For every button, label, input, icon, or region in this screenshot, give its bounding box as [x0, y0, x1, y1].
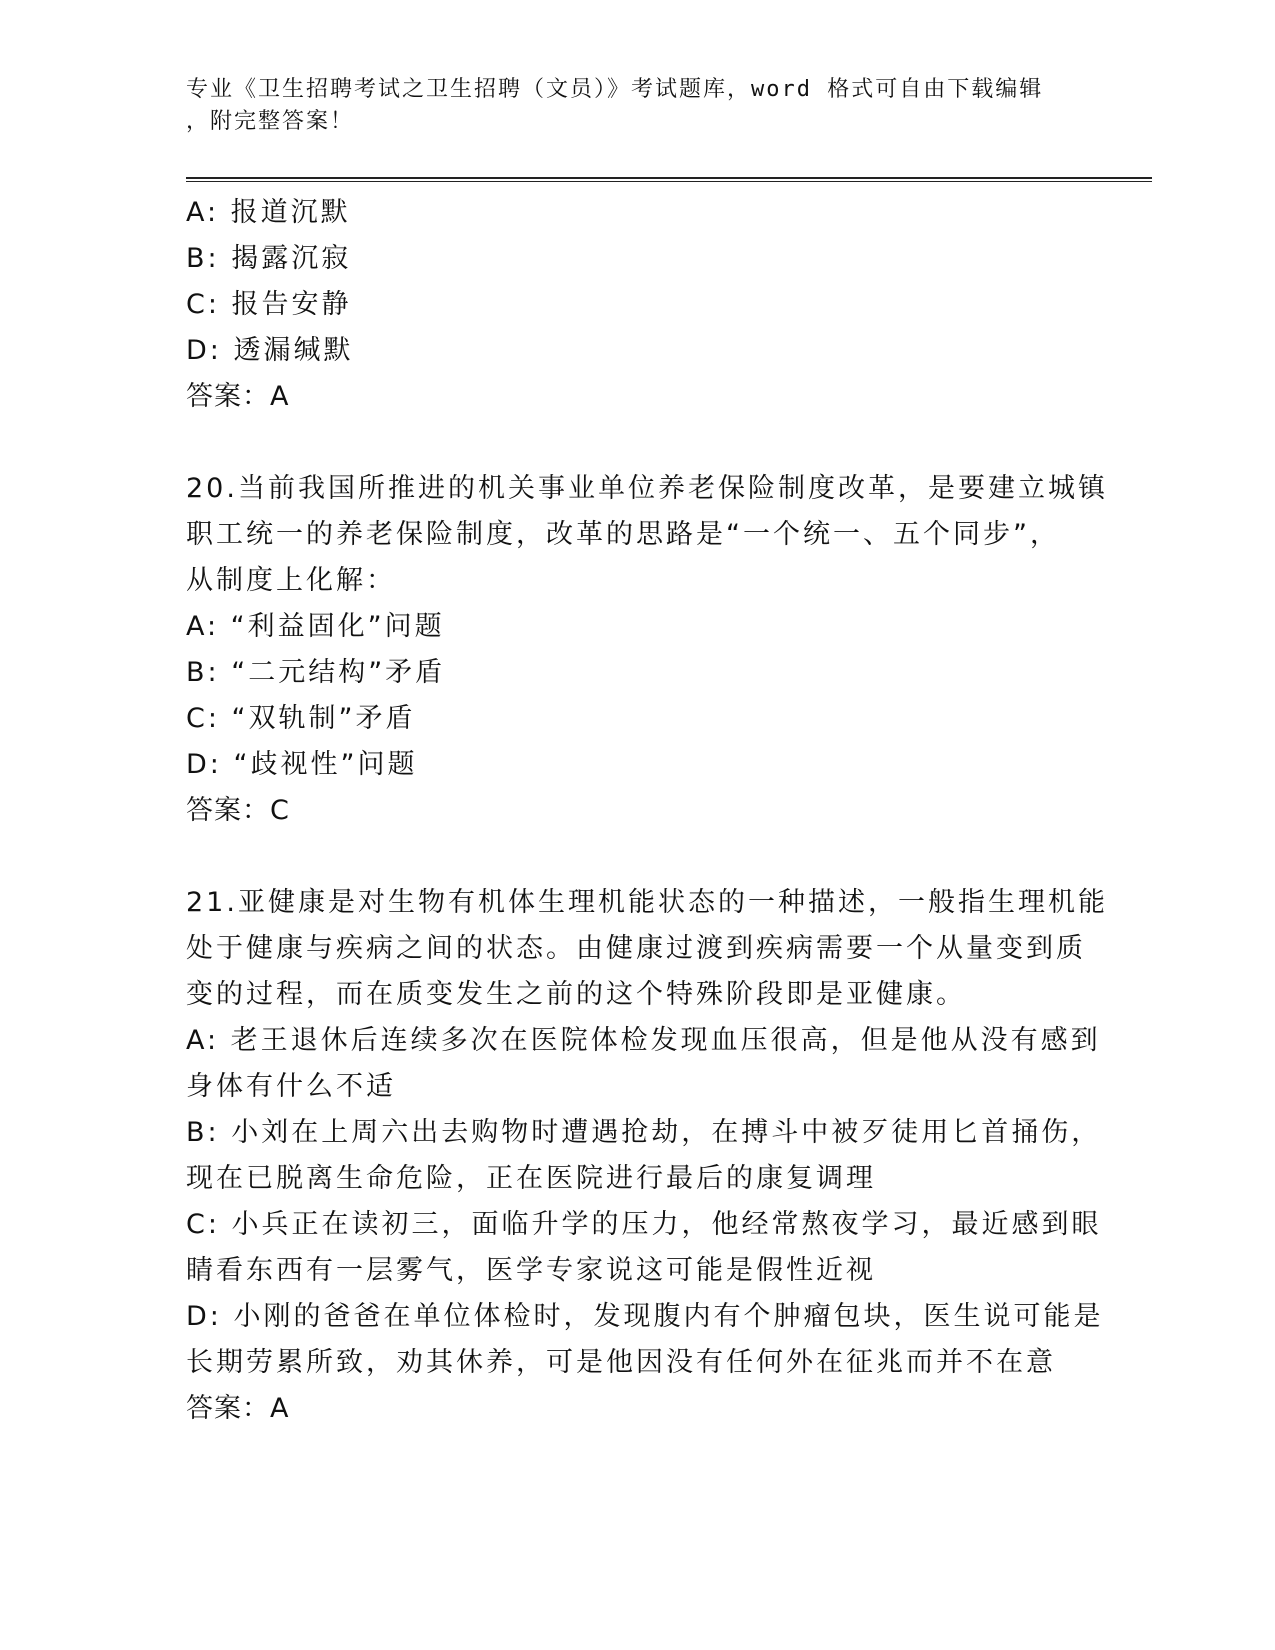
option-c-line-1: C: 小兵正在读初三，面临升学的压力，他经常熬夜学习，最近感到眼 — [186, 1209, 1102, 1240]
header-rule-thick — [186, 177, 1152, 179]
document-header — [186, 74, 1066, 138]
question-20 — [186, 466, 1108, 834]
option-d: D: “歧视性”问题 — [186, 749, 418, 780]
question-21 — [186, 880, 1108, 1432]
question-19 — [186, 190, 1086, 420]
spacer — [186, 420, 1086, 466]
option-b: B: 揭露沉寂 — [186, 243, 352, 274]
answer-line: 答案：A — [186, 381, 290, 412]
option-b-line-1: B: 小刘在上周六出去购物时遭遇抢劫，在搏斗中被歹徒用匕首捅伤， — [186, 1117, 1102, 1148]
option-c-line-2: 睛看东西有一层雾气，医学专家说这可能是假性近视 — [186, 1255, 876, 1286]
question-stem-line: 从制度上化解： — [186, 565, 396, 596]
question-content — [186, 190, 1108, 1432]
option-d-line-2: 长期劳累所致，劝其休养，可是他因没有任何外在征兆而并不在意 — [186, 1347, 1056, 1378]
option-c: C: “双轨制”矛盾 — [186, 703, 416, 734]
spacer — [186, 834, 1086, 880]
option-a: A: 报道沉默 — [186, 197, 351, 228]
option-a: A: “利益固化”问题 — [186, 611, 445, 642]
answer-line: 答案：C — [186, 795, 290, 826]
question-stem-line: 职工统一的养老保险制度，改革的思路是“一个统一、五个同步”， — [186, 519, 1060, 550]
question-stem-line: 21.亚健康是对生物有机体生理机能状态的一种描述，一般指生理机能 — [186, 887, 1108, 918]
option-a-line-2: 身体有什么不适 — [186, 1071, 396, 1102]
answer-line: 答案：A — [186, 1393, 290, 1424]
option-c: C: 报告安静 — [186, 289, 352, 320]
header-line-1: 专业《卫生招聘考试之卫生招聘（文员）》考试题库，word 格式可自由下载编辑 — [186, 77, 1044, 102]
header-rule-thin — [186, 181, 1152, 182]
option-a-line-1: A: 老王退休后连续多次在医院体检发现血压很高，但是他从没有感到 — [186, 1025, 1101, 1056]
question-stem-line: 20.当前我国所推进的机关事业单位养老保险制度改革，是要建立城镇 — [186, 473, 1108, 504]
question-stem-line: 处于健康与疾病之间的状态。由健康过渡到疾病需要一个从量变到质 — [186, 933, 1086, 964]
option-b-line-2: 现在已脱离生命危险，正在医院进行最后的康复调理 — [186, 1163, 876, 1194]
option-b: B: “二元结构”矛盾 — [186, 657, 446, 688]
option-d: D: 透漏缄默 — [186, 335, 354, 366]
header-line-2: ，附完整答案！ — [186, 109, 355, 134]
option-d-line-1: D: 小刚的爸爸在单位体检时，发现腹内有个肿瘤包块，医生说可能是 — [186, 1301, 1104, 1332]
question-stem-line: 变的过程，而在质变发生之前的这个特殊阶段即是亚健康。 — [186, 979, 966, 1010]
